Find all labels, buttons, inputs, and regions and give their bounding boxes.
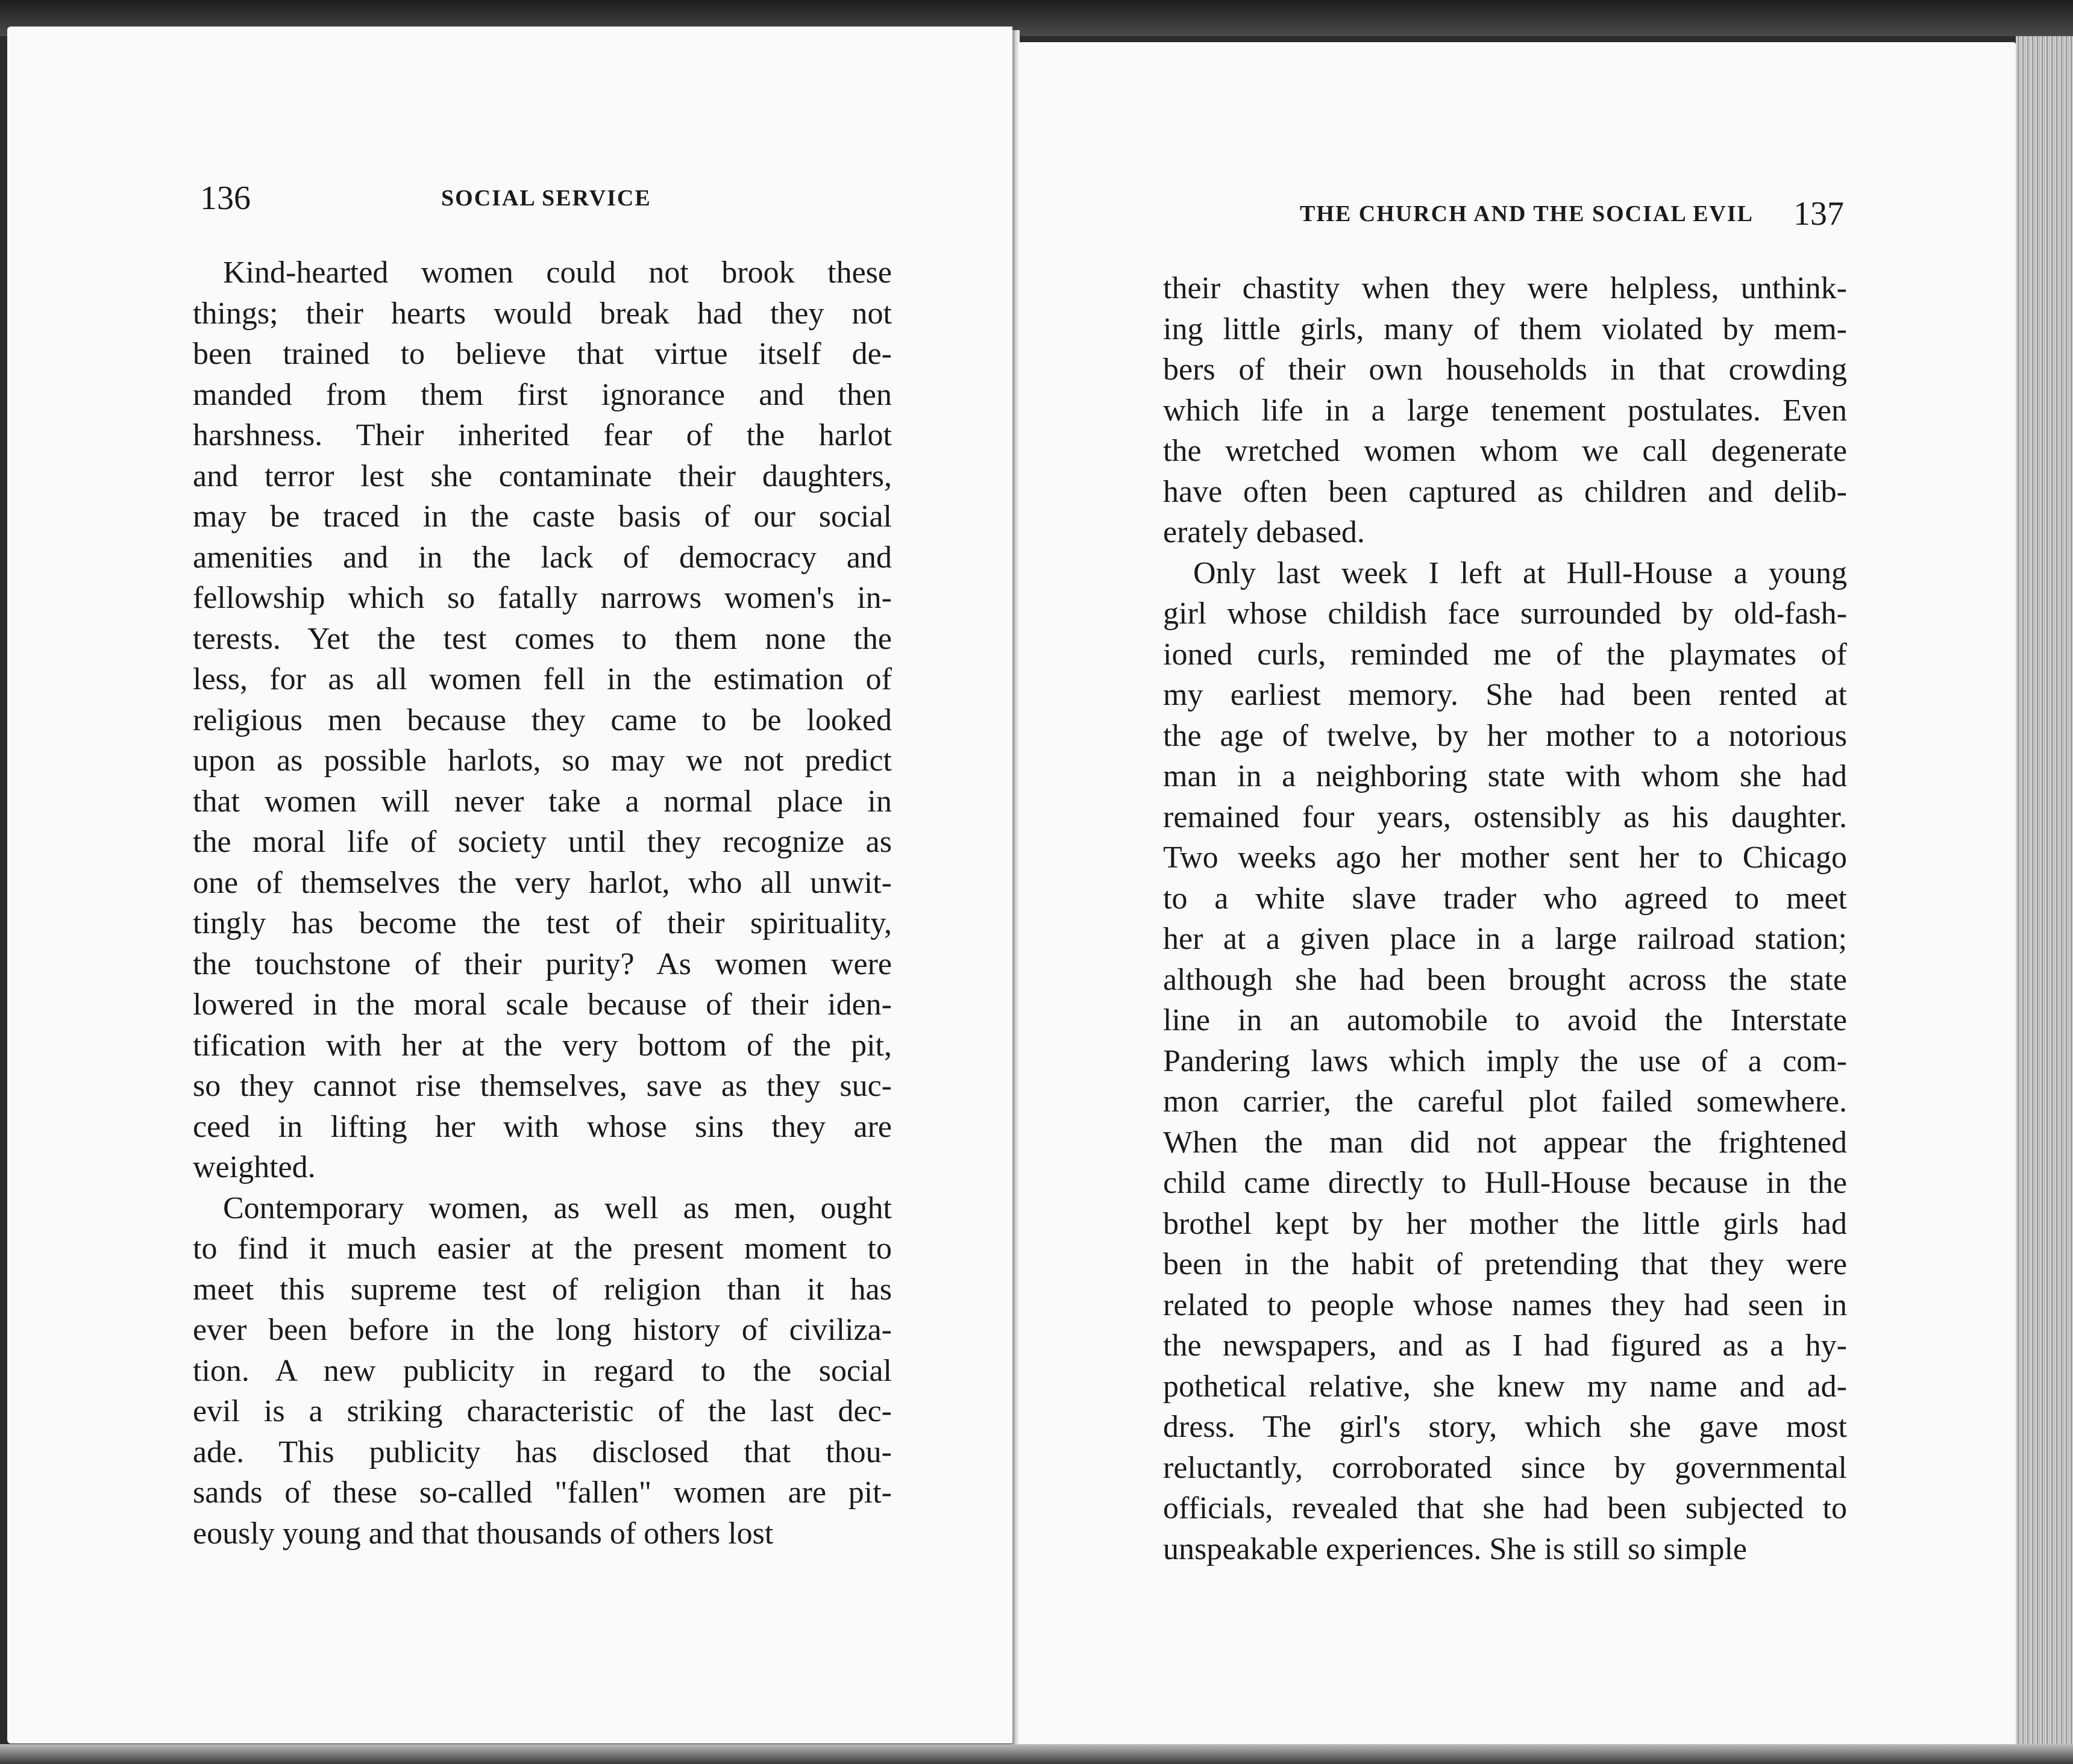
text-line: officials, revealed that she had been subjected to	[1163, 1491, 1847, 1525]
text-line: Contemporary women, as well as men, ought	[223, 1190, 892, 1225]
text-line: been trained to believe that virtue itself de-	[193, 337, 892, 371]
text-line: less, for as all women fell in the estimation of	[193, 662, 892, 696]
text-line: man in a neighboring state with whom she had	[1163, 759, 1847, 793]
right-page-body	[1163, 268, 1847, 1569]
left-page-header	[200, 171, 890, 225]
text-line: ing little girls, many of them violated by mem-	[1163, 311, 1847, 346]
text-line: to find it much easier at the present moment to	[193, 1231, 892, 1266]
text-line: Kind-hearted women could not brook these	[223, 255, 892, 290]
text-line: lowered in the moral scale because of their iden-	[193, 987, 892, 1022]
text-line: Only last week I left at Hull-House a young	[1193, 555, 1847, 590]
text-line: reluctantly, corroborated since by governmental	[1163, 1450, 1847, 1485]
right-page-number: 137	[1793, 195, 1844, 233]
text-line: sands of these so-called "fallen" women are pit-	[193, 1475, 892, 1510]
text-line: upon as possible harlots, so may we not predict	[193, 743, 892, 778]
text-line: tification with her at the very bottom of the pit,	[193, 1028, 892, 1063]
text-line: weighted.	[193, 1150, 316, 1184]
text-line: meet this supreme test of religion than it has	[193, 1272, 892, 1307]
text-line: the moral life of society until they recognize as	[193, 825, 892, 859]
left-page-number: 136	[200, 180, 251, 217]
text-line: tion. A new publicity in regard to the social	[193, 1353, 892, 1388]
text-line: amenities and in the lack of democracy and	[193, 540, 892, 575]
text-line: unspeakable experiences. She is still so simple	[1163, 1531, 1748, 1566]
text-line: may be traced in the caste basis of our social	[193, 499, 892, 534]
text-line: that women will never take a normal place in	[193, 784, 892, 819]
right-page	[1018, 42, 2016, 1747]
text-line: terests. Yet the test comes to them none the	[193, 621, 892, 656]
text-line: brothel kept by her mother the little girls had	[1163, 1206, 1847, 1241]
right-running-head: THE CHURCH AND THE SOCIAL EVIL	[1300, 201, 1754, 227]
text-line: girl whose childish face surrounded by old-fash-	[1163, 596, 1847, 631]
text-line: so they cannot rise themselves, save as they suc-	[193, 1069, 892, 1103]
text-line: which life in a large tenement postulates. Even	[1163, 393, 1847, 428]
text-line: tingly has become the test of their spirituality,	[193, 906, 892, 940]
text-line: her at a given place in a large railroad station;	[1163, 922, 1847, 956]
text-line: the touchstone of their purity? As women were	[193, 946, 892, 981]
text-line: to a white slave trader who agreed to meet	[1163, 881, 1847, 916]
text-line: evil is a striking characteristic of the last dec-	[193, 1394, 892, 1428]
text-line: fellowship which so fatally narrows women's in-	[193, 581, 892, 615]
text-line: ceed in lifting her with whose sins they are	[193, 1109, 892, 1144]
text-line: ioned curls, reminded me of the playmates of	[1163, 637, 1847, 672]
text-line: remained four years, ostensibly as his daughter.	[1163, 799, 1847, 834]
text-line: manded from them first ignorance and then	[193, 377, 892, 412]
text-line: and terror lest she contaminate their daughters,	[193, 458, 892, 493]
text-line: although she had been brought across the state	[1163, 962, 1847, 997]
page-edges	[2016, 36, 2073, 1764]
text-line: the age of twelve, by her mother to a notorious	[1163, 718, 1847, 753]
scan-bottom-edge	[0, 1744, 2073, 1764]
text-line: When the man did not appear the frightened	[1163, 1125, 1847, 1160]
left-running-head: SOCIAL SERVICE	[441, 186, 651, 211]
text-line: pothetical relative, she knew my name and ad-	[1163, 1369, 1847, 1404]
text-line: ever been before in the long history of civiliza-	[193, 1313, 892, 1347]
text-line: Two weeks ago her mother sent her to Chicago	[1163, 840, 1847, 875]
text-line: erately debased.	[1163, 515, 1365, 549]
text-line: my earliest memory. She had been rented at	[1163, 678, 1847, 712]
text-line: ade. This publicity has disclosed that thou-	[193, 1434, 892, 1469]
text-line: been in the habit of pretending that they were	[1163, 1247, 1847, 1281]
text-line: have often been captured as children and delib-	[1163, 474, 1847, 509]
text-line: related to people whose names they had seen in	[1163, 1287, 1847, 1322]
text-line: mon carrier, the careful plot failed somewhere.	[1163, 1084, 1847, 1119]
text-line: the newspapers, and as I had figured as a hy-	[1163, 1328, 1847, 1363]
text-line: child came directly to Hull-House because in the	[1163, 1166, 1847, 1200]
text-line: line in an automobile to avoid the Interstate	[1163, 1003, 1847, 1037]
text-line: one of themselves the very harlot, who all unwit-	[193, 865, 892, 900]
text-line: eously young and that thousands of others lost	[193, 1516, 774, 1551]
text-line: dress. The girl's story, which she gave most	[1163, 1410, 1847, 1444]
text-line: their chastity when they were helpless, unthink-	[1163, 271, 1847, 305]
left-page-body	[193, 252, 892, 1554]
text-line: harshness. Their inherited fear of the harlot	[193, 418, 892, 452]
left-page	[7, 27, 1012, 1744]
text-line: the wretched women whom we call degenerate	[1163, 434, 1847, 468]
right-page-header	[1163, 187, 1844, 241]
text-line: Pandering laws which imply the use of a com-	[1163, 1043, 1847, 1078]
text-line: bers of their own households in that crowding	[1163, 352, 1847, 387]
text-line: religious men because they came to be looked	[193, 702, 892, 737]
text-line: things; their hearts would break had they not	[193, 296, 892, 331]
